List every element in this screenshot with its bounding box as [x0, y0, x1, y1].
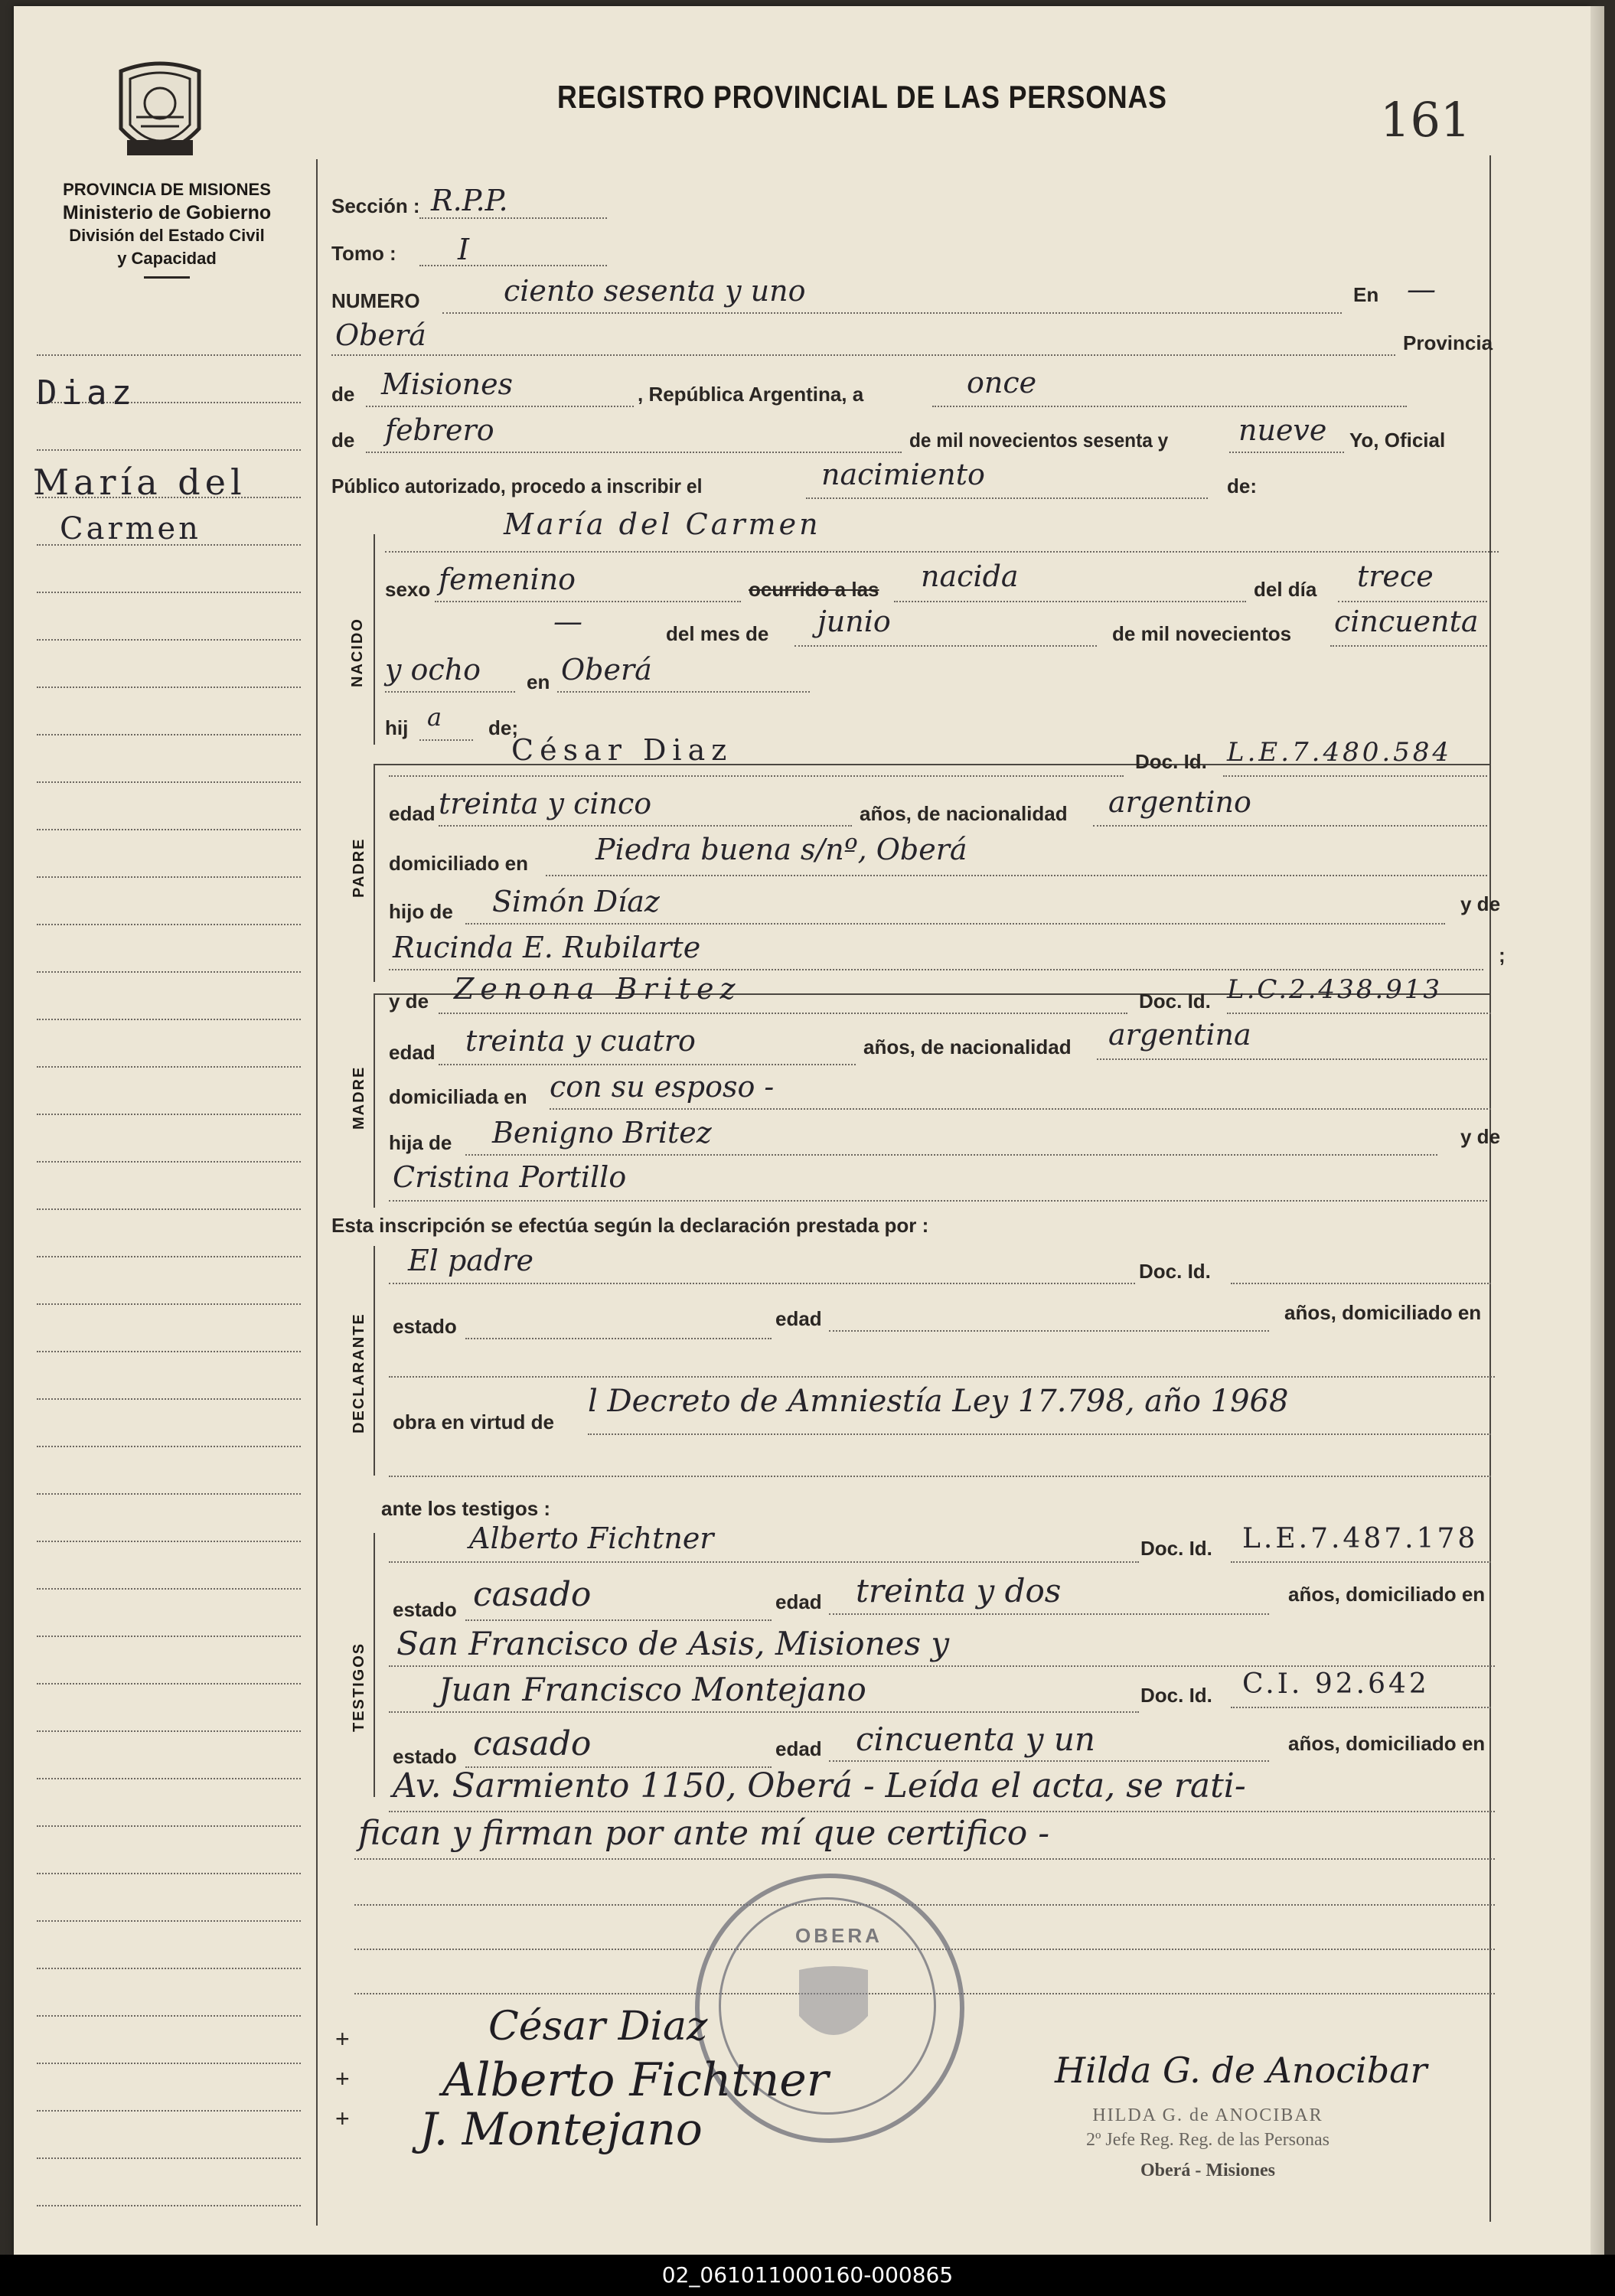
margin-given-1: María del	[33, 461, 246, 503]
padre-hijo-de-label: hijo de	[389, 900, 453, 923]
margin-rule	[37, 1066, 301, 1068]
day-value: once	[967, 366, 1037, 400]
madre-dom-line	[550, 1108, 1491, 1110]
t2-edad-line	[829, 1760, 1269, 1762]
margin-rule	[37, 1161, 301, 1163]
padre-doc-line	[1223, 775, 1487, 777]
margin-given-2: Carmen	[60, 511, 201, 546]
nacido-name-value: María del Carmen	[504, 507, 821, 541]
margin-rule	[37, 1446, 301, 1447]
official-role: 2º Jefe Reg. Reg. de las Personas	[1085, 2130, 1330, 2150]
t2-doc-value: C.I. 92.642	[1242, 1668, 1430, 1700]
oficial-label: Yo, Oficial	[1349, 429, 1446, 452]
margin-rule	[37, 781, 301, 783]
page-title: REGISTRO PROVINCIAL DE LAS PERSONAS	[557, 79, 1167, 115]
madre-name-line	[439, 1013, 1127, 1014]
tomo-value: I	[458, 233, 470, 266]
org-line: División del Estado Civil	[69, 226, 265, 245]
margin-rule	[37, 2063, 301, 2064]
place-line	[331, 354, 1395, 356]
padre-hijo-de-line	[465, 923, 1445, 925]
seal-text: OBERA	[795, 1924, 883, 1947]
madre-madre-line	[389, 1200, 1487, 1202]
padre-side-label: PADRE	[351, 837, 367, 898]
margin-rule	[37, 1636, 301, 1637]
en-value: —	[1407, 272, 1436, 306]
declarante-edad-line	[829, 1330, 1269, 1332]
padre-madre-line	[389, 969, 1483, 970]
t1-anios-label: años, domiciliado en	[1288, 1583, 1486, 1606]
madre-doc-value: L.C.2.438.913	[1227, 974, 1443, 1005]
padre-name-line	[389, 775, 1124, 777]
t2-name-line	[389, 1711, 1139, 1713]
de2-label: de	[331, 429, 355, 452]
t1-dom-line	[389, 1665, 1495, 1667]
padre-y-de-label: y de	[1460, 892, 1501, 915]
margin-rule	[37, 1398, 301, 1400]
declarante-name-value: El padre	[408, 1244, 533, 1277]
official-name: HILDA G. de ANOCIBAR	[1092, 2105, 1323, 2125]
nacido-bracket	[374, 534, 375, 745]
obra-line-2	[389, 1476, 1491, 1477]
year-value: nueve	[1238, 413, 1327, 447]
padre-madre-value: Rucinda E. Rubilarte	[393, 931, 701, 964]
padre-dom-value: Piedra buena s/nº, Oberá	[595, 833, 967, 866]
t1-doc-value: L.E.7.487.178	[1242, 1523, 1479, 1554]
hijo-label: hij	[385, 716, 409, 739]
seccion-value: R.P.P.	[431, 184, 508, 217]
day-line	[932, 406, 1407, 407]
madre-name-value: Zenona Britez	[454, 972, 742, 1006]
en-born-label: en	[527, 670, 550, 693]
madre-hija-de-line	[465, 1154, 1437, 1156]
nacido-side-label: NACIDO	[349, 618, 366, 687]
org-line: y Capacidad	[117, 249, 217, 268]
t1-dom-value: San Francisco de Asis, Misiones y	[396, 1625, 950, 1662]
t1-name-value: Alberto Fichtner	[469, 1521, 714, 1555]
margin-rule	[37, 1208, 301, 1210]
declarante-bracket	[374, 1246, 375, 1476]
madre-nac-value: argentina	[1108, 1018, 1251, 1052]
blank-rule	[354, 1904, 1495, 1906]
madre-y-de-label: y de	[389, 990, 429, 1013]
lugar-line	[557, 691, 810, 693]
margin-rule	[37, 639, 301, 641]
dia-label: del día	[1254, 578, 1317, 601]
t1-estado-line	[465, 1619, 772, 1621]
margin-rule	[37, 592, 301, 593]
ocurrido-value: nacida	[921, 559, 1019, 593]
padre-dom-label: domiciliado en	[389, 852, 529, 875]
margin-rule	[37, 876, 301, 878]
org-block	[14, 178, 320, 279]
testigos-intro: ante los testigos :	[381, 1497, 551, 1520]
margin-rule	[37, 1541, 301, 1542]
margin-rule	[37, 1588, 301, 1590]
margin-rule	[37, 1256, 301, 1257]
madre-hija-de-value: Benigno Britez	[492, 1116, 712, 1150]
testigos-bracket	[374, 1533, 375, 1797]
numero-line	[442, 312, 1342, 314]
padre-edad-line	[439, 825, 852, 827]
hijo-line	[419, 739, 473, 741]
margin-rule	[37, 354, 301, 356]
margin-rule	[37, 1114, 301, 1115]
margin-rule	[37, 971, 301, 973]
t1-doc-label: Doc. Id.	[1140, 1537, 1212, 1560]
hijo-de-label: de;	[488, 716, 518, 739]
numero-label: NUMERO	[331, 289, 420, 312]
padre-nac-line	[1093, 825, 1487, 827]
margin-rule	[37, 2015, 301, 2017]
padre-edad-value: treinta y cinco	[439, 787, 652, 820]
t2-edad-value: cincuenta y un	[856, 1720, 1095, 1758]
padre-doc-label: Doc. Id.	[1135, 750, 1207, 773]
declarante-edad-label: edad	[775, 1307, 822, 1330]
provincial-emblem	[113, 56, 207, 171]
mes-label: del mes de	[666, 622, 769, 645]
padre-edad-label: edad	[389, 802, 436, 825]
padre-bracket	[374, 764, 375, 982]
margin-rule	[37, 1683, 301, 1684]
provincia-label: Provincia	[1403, 331, 1493, 354]
t1-edad-value: treinta y dos	[856, 1572, 1062, 1609]
madre-dom-value: con su esposo -	[550, 1070, 775, 1104]
signature-testigo-1: Alberto Fichtner	[442, 2053, 829, 2107]
t2-edad-label: edad	[775, 1737, 822, 1760]
declarante-estado-label: estado	[393, 1315, 457, 1338]
t1-estado-value: casado	[473, 1575, 592, 1614]
t2-name-value: Juan Francisco Montejano	[439, 1671, 866, 1708]
sexo-line	[435, 601, 741, 602]
declarante-name-line	[389, 1283, 1135, 1284]
padre-name-value: César Diaz	[511, 733, 733, 767]
publico-label: Público autorizado, procedo a inscribir el	[331, 475, 703, 497]
nacido-name-line	[385, 551, 1499, 553]
margin-rule	[37, 2110, 301, 2112]
dia-value: trece	[1357, 559, 1434, 593]
margin-rule	[37, 1920, 301, 1922]
right-border	[1489, 155, 1491, 2222]
margin-rule	[37, 1873, 301, 1874]
signature-padre: César Diaz	[488, 2004, 708, 2050]
en-label: En	[1353, 283, 1379, 306]
madre-edad-value: treinta y cuatro	[465, 1024, 696, 1058]
madre-doc-label: Doc. Id.	[1139, 990, 1211, 1013]
de3-label: de:	[1227, 475, 1257, 497]
t1-name-line	[389, 1561, 1139, 1563]
provincia-value: Misiones	[381, 367, 514, 401]
margin-rule	[37, 734, 301, 735]
margin-surname: Diaz	[37, 373, 136, 413]
t1-estado-label: estado	[393, 1598, 457, 1621]
dash-mark: —	[553, 605, 582, 638]
anio-value: cincuenta	[1334, 605, 1479, 638]
padre-nac-value: argentino	[1108, 785, 1251, 819]
t2-estado-value: casado	[473, 1724, 592, 1763]
anio-value-2: y ocho	[385, 653, 481, 687]
de-label: de	[331, 383, 355, 406]
year-line	[1229, 452, 1344, 453]
madre-doc-line	[1227, 1013, 1491, 1014]
mes-value: junio	[817, 605, 891, 638]
t2-dom-line	[389, 1811, 1495, 1812]
hijo-suffix: a	[427, 703, 442, 732]
madre-hija-de-label: hija de	[389, 1131, 452, 1154]
ocurrido-line	[894, 601, 1246, 602]
sexo-label: sexo	[385, 578, 431, 601]
acto-line	[806, 497, 1208, 499]
testigos-side-label: TESTIGOS	[351, 1642, 367, 1732]
padre-dom-line	[546, 875, 1487, 876]
month-value: febrero	[385, 413, 494, 447]
madre-nac-label: años, de nacionalidad	[863, 1035, 1072, 1058]
t1-edad-line	[829, 1613, 1269, 1615]
t2-dom-value: Av. Sarmiento 1150, Oberá - Leída el acta, se rati-	[393, 1766, 1246, 1805]
margin-rule	[37, 829, 301, 830]
declarante-doc-line	[1231, 1283, 1491, 1284]
t1-doc-line	[1231, 1561, 1491, 1563]
padre-hijo-de-value: Simón Díaz	[492, 885, 660, 918]
t2-anios-label: años, domiciliado en	[1288, 1732, 1486, 1755]
seccion-line	[419, 217, 607, 219]
t2-doc-label: Doc. Id.	[1140, 1684, 1212, 1707]
lugar-value: Oberá	[561, 653, 652, 687]
madre-y-de2-label: y de	[1460, 1125, 1501, 1148]
padre-nac-label: años, de nacionalidad	[860, 802, 1068, 825]
signature-marks: + + +	[335, 2025, 350, 2132]
margin-rule	[37, 1778, 301, 1779]
margin-rule	[37, 1825, 301, 1827]
margin-rule	[37, 449, 301, 451]
margin-rule	[37, 1351, 301, 1352]
obra-value: l Decreto de Amniestía Ley 17.798, año 1968	[588, 1384, 1289, 1419]
footer-code: 02_061011000160-000865	[0, 2255, 1615, 2296]
declarante-intro: Esta inscripción se efectúa según la declaración prestada por :	[331, 1214, 929, 1237]
declarante-side-label: DECLARANTE	[351, 1313, 367, 1433]
obra-label: obra en virtud de	[393, 1411, 554, 1433]
republica-label: , República Argentina, a	[638, 383, 864, 406]
margin-rule	[37, 924, 301, 925]
madre-edad-label: edad	[389, 1041, 436, 1064]
official-place: Oberá - Misiones	[1140, 2161, 1275, 2180]
margin-rule	[37, 2157, 301, 2159]
declarante-dom-line	[389, 1376, 1495, 1378]
madre-madre-value: Cristina Portillo	[393, 1160, 627, 1194]
provincia-line	[366, 406, 634, 407]
margin-rule	[37, 1968, 301, 1969]
org-line: Ministerio de Gobierno	[62, 202, 272, 223]
dia-line	[1338, 601, 1487, 602]
signature-testigo-2: J. Montejano	[419, 2103, 703, 2155]
tomo-label: Tomo :	[331, 242, 396, 265]
anio-line	[1330, 645, 1487, 647]
official-name-block	[993, 2103, 1422, 2183]
t2-estado-label: estado	[393, 1745, 457, 1768]
numero-value: ciento sesenta y uno	[504, 274, 806, 308]
declarante-estado-line	[465, 1338, 772, 1339]
obra-line	[588, 1433, 1491, 1435]
margin-rule	[37, 1493, 301, 1495]
padre-semicolon: ;	[1499, 944, 1506, 967]
declarante-anios-label: años, domiciliado en	[1284, 1301, 1482, 1324]
mes-line	[794, 645, 1097, 647]
madre-edad-line	[439, 1064, 856, 1065]
margin-rule	[37, 1019, 301, 1020]
padre-doc-value: L.E.7.480.584	[1227, 737, 1453, 768]
anio-label: de mil novecientos	[1112, 622, 1292, 645]
margin-rule	[37, 2205, 301, 2206]
madre-bracket	[374, 993, 375, 1208]
margin-separator	[316, 159, 318, 2226]
margin-rule	[37, 1730, 301, 1732]
madre-nac-line	[1097, 1058, 1487, 1060]
anio2-line	[385, 691, 515, 693]
year-label: de mil novecientos sesenta y	[909, 429, 1169, 452]
margin-rule	[37, 687, 301, 688]
ocurrido-label: ocurrido a las	[749, 578, 879, 601]
madre-dom-label: domiciliada en	[389, 1085, 527, 1108]
t2-doc-line	[1231, 1707, 1491, 1708]
month-line	[366, 452, 902, 453]
t1-edad-label: edad	[775, 1590, 822, 1613]
org-line: PROVINCIA DE MISIONES	[63, 180, 271, 199]
madre-side-label: MADRE	[351, 1065, 367, 1130]
sexo-value: femenino	[439, 563, 576, 596]
tomo-line	[419, 265, 607, 266]
declarante-doc-label: Doc. Id.	[1139, 1260, 1211, 1283]
document-page	[14, 6, 1591, 2255]
closing-value: fican y firman por ante mí que certifico -	[358, 1814, 1050, 1853]
closing-line	[354, 1858, 1495, 1860]
margin-rule	[37, 1303, 301, 1305]
signature-official: Hilda G. de Anocibar	[1055, 2050, 1427, 2091]
seccion-label: Sección :	[331, 194, 420, 217]
place-value: Oberá	[335, 318, 426, 352]
page-number: 161	[1380, 92, 1471, 148]
acto-value: nacimiento	[821, 458, 985, 491]
